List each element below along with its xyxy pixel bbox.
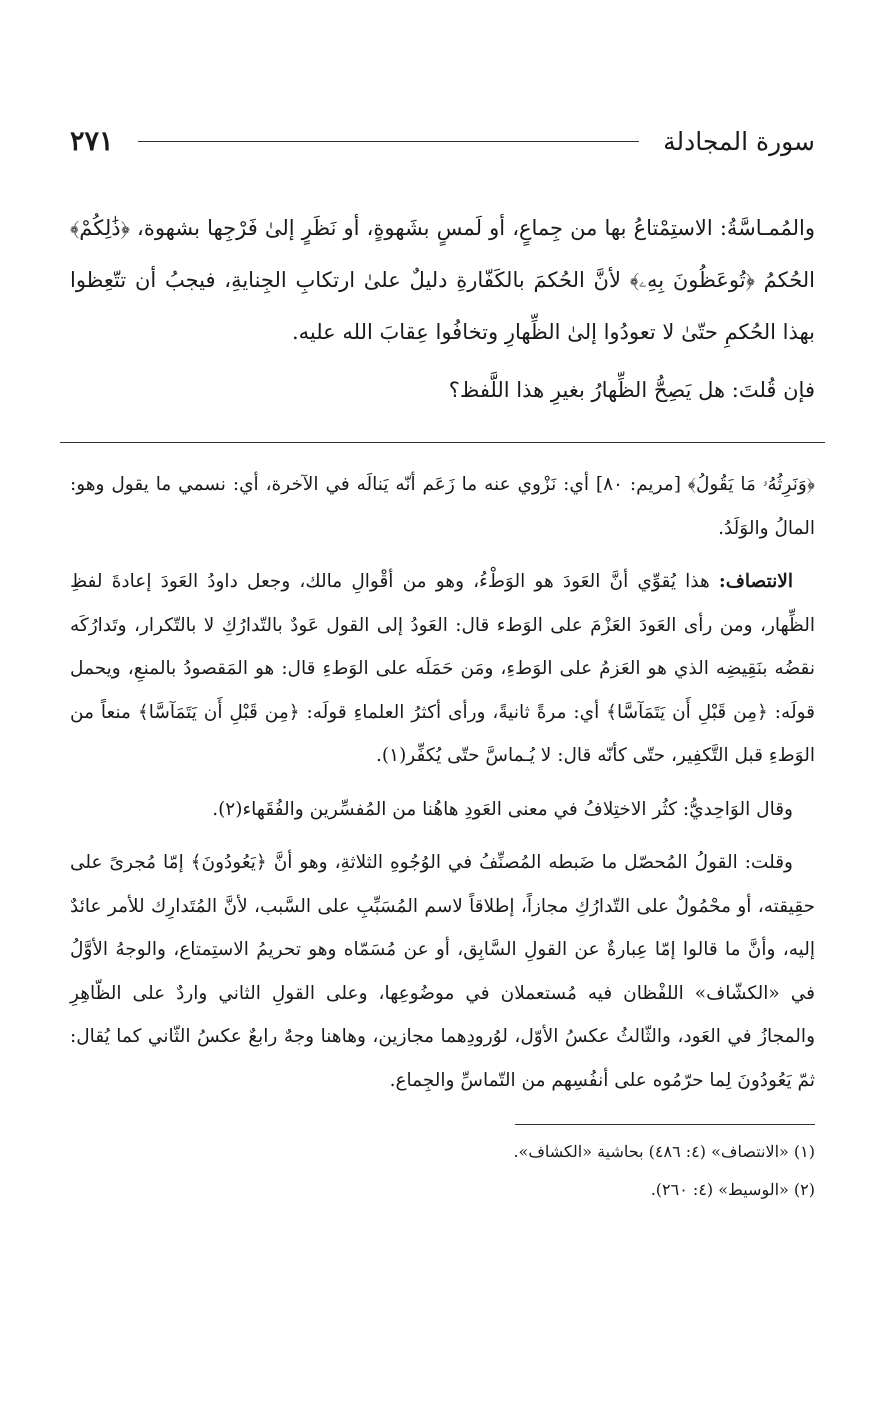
commentary-wahidi: وقال الوَاحِديُّ: كثُر الاختِلافُ في معنى العَودِ هاهُنا من المُفسِّرين والفُقَهاء(٢). [212,798,793,820]
footnote-rule [515,1124,815,1125]
intisaf-label: الانتصاف: [718,571,793,592]
page-number: ٢٧١ [70,125,114,157]
commentary [70,463,815,1102]
footnote-2: (٢) «الوسيط» (٤: ٢٦٠). [650,1180,815,1199]
footnotes [70,1133,815,1209]
header-rule [138,141,640,142]
commentary-conclusion: وقلت: القولُ المُحصّل ما ضَبطه المُصنِّفُ في الوُجُوهِ الثلاثةِ، وهو أنَّ ﴿يَعُودُونَ﴾ إمّا مُجرىً على حقِيقته، أو محْمُولٌ على التّدارُكِ مجازاً، إطلاقاً لاسم المُسَبِّبِ على السَّبب، لأنَّ المُتَدارِك للأمر عائدٌ إليه، وأنَّ ما قالوا إمّا عِبارةٌ عن القولِ السَّابِق، أو عن مُسَمّاه وهو تحريمُ الاستِمتاع، والوجهُ الأوَّلُ في «الكشّاف» اللفْظان فيه مُستعملان في موضُوعِها، وعلى القولِ الثاني واردٌ على الظّاهِرِ والمجازُ في العَود، والثّالثُ عكسُ الأوّل، لوُرودِهما مجازين، وهاهنا وجهٌ رابعٌ عكسُ الثّاني كما يُقال: ثمّ يَعُودُونَ لِما حرّمُوه على أنفُسِهم من التّماسِّ والجِماع. [70,852,815,1091]
main-text [70,202,815,416]
text-divider [60,442,825,443]
surah-name: سورة المجادلة [663,126,815,156]
intisaf-text: هذا يُقوِّي أنَّ العَودَ هو الوَطْءُ، وهو من أقْوالِ مالك، وجعل داودُ العَودَ إعادةَ لفظِ الظِّهار، ومن رأى العَودَ العَزْمَ على الوَطء قال: العَودُ إلى القول عَودٌ بالتّدارُكِ لا بالتّكرار، وتَدارُكَه نقضُه بنَقِيضِه الذي هو العَزمُ على الوَطءِ، ومَن حَمَلَه على الوَطءِ قال: هو المَقصودُ بالمنعِ، ويحمل قولَه: ﴿مِن قَبْلِ أَن يَتَمَآسَّا﴾ أي: مرةً ثانيةً، ورأى أكثرُ العلماءِ قولَه: ﴿مِن قَبْلِ أَن يَتَمَآسَّا﴾ منعاً من الوَطءِ قبل التَّكفِير، حتّى كأنّه قال: لا يُـماسَّ حتّى يُكفِّر(١). [70,571,815,766]
running-header [70,118,815,164]
footnote-1: (١) «الانتصاف» (٤: ٤٨٦) بحاشية «الكشاف». [513,1142,815,1161]
commentary-paragraph-1: ﴿وَنَرِثُهُۥ مَا يَقُولُ﴾ [مريم: ٨٠] أي: نَزْوي عنه ما زَعَم أنّه يَنالَه في الآخرة، أي: نسمي ما يقول وهو: المالُ والوَلَدُ. [70,474,815,539]
commentary-intisaf [70,560,815,778]
main-paragraph: والمُمـاسَّةُ: الاستِمْتاعُ بها من جِماعٍ، أو لَمسٍ بشَهوةٍ، أو نَظَرٍ إلىٰ فَرْجِها بشهوة، ﴿ذَٰلِكُمْ﴾ الحُكمُ ﴿تُوعَظُونَ بِهِۦ﴾ لأنَّ الحُكمَ بالكَفّارةِ دليلٌ علىٰ ارتكابِ الجِنايةِ، فيجبُ أن تتّعِظوا بهذا الحُكمِ حتّىٰ لا تعودُوا إلىٰ الظِّهارِ وتخافُوا عِقابَ الله عليه. [70,216,815,344]
page-body [70,118,815,1209]
main-question: فإن قُلتَ: هل يَصِحُّ الظِّهارُ بغيرِ هذا اللَّفظ؟ [448,378,815,402]
